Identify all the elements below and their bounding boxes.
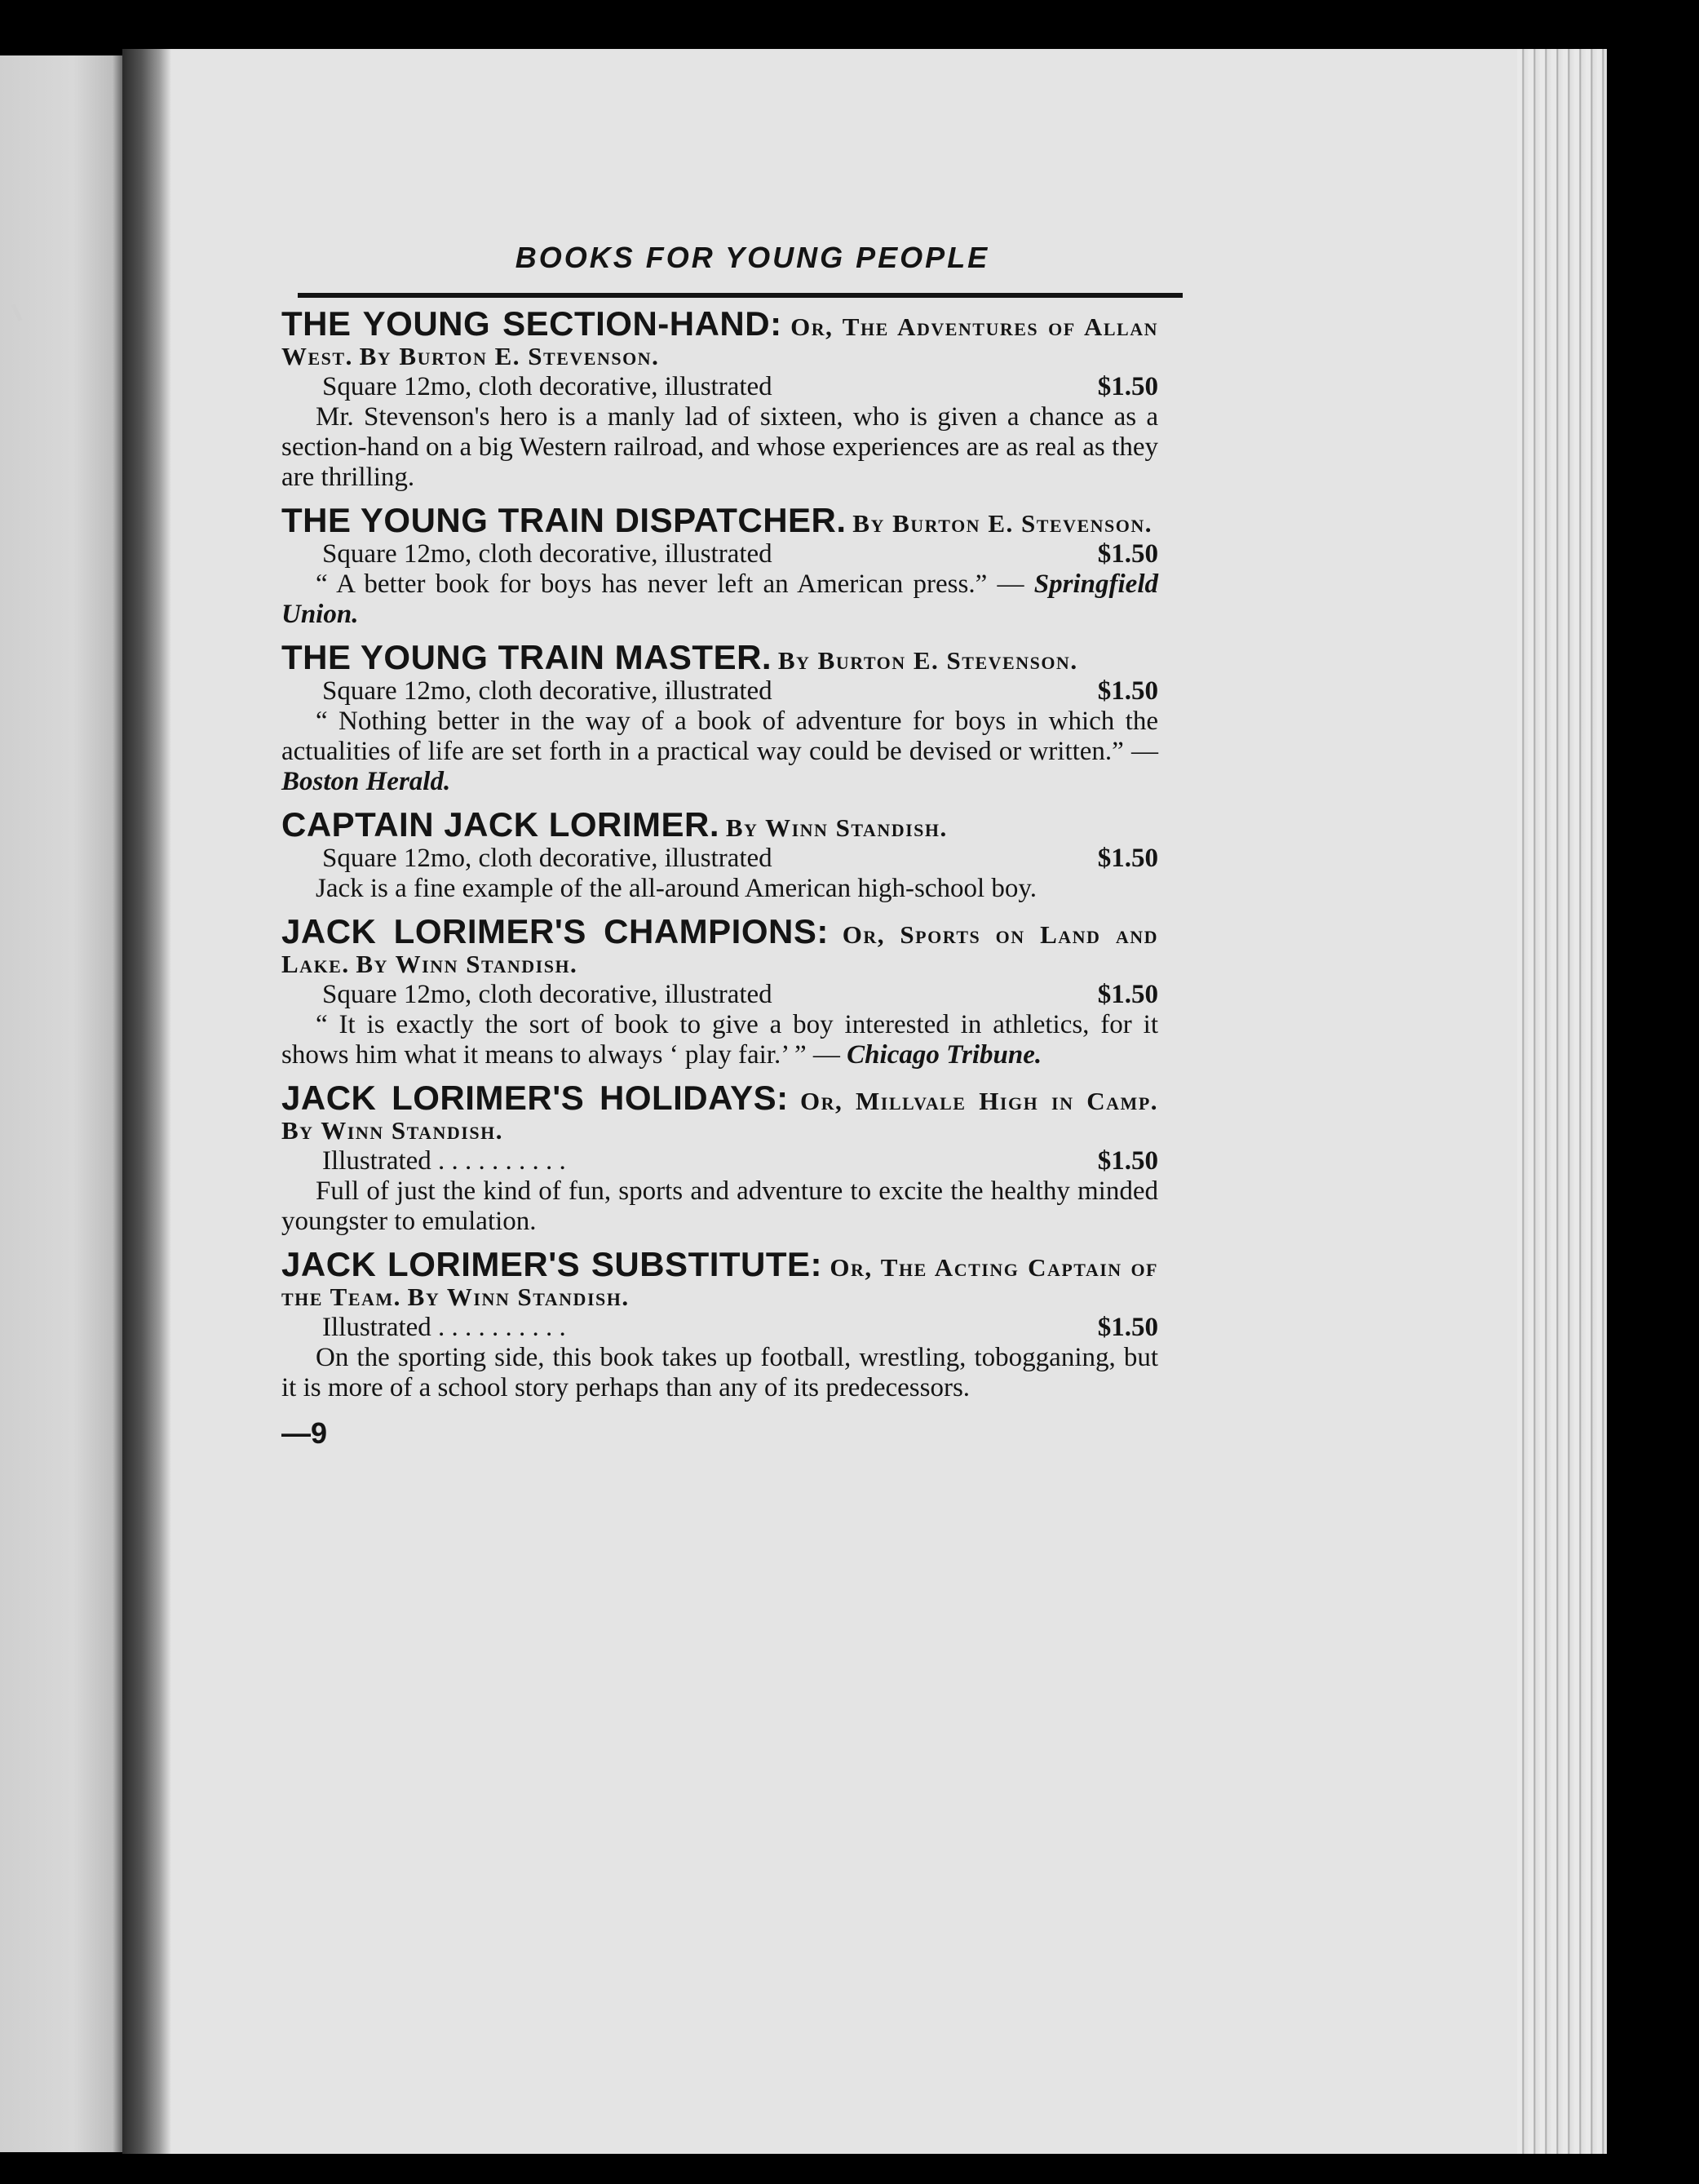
page-number: —9 (281, 1416, 328, 1450)
format-text: Square 12mo, cloth decorative, illustrated (322, 844, 772, 873)
book-title: JACK LORIMER'S CHAMPIONS: (281, 912, 829, 950)
book-title: CAPTAIN JACK LORIMER. (281, 805, 720, 844)
entry-heading (281, 805, 1158, 844)
book-entry (281, 912, 1158, 1070)
book-description (281, 1010, 1158, 1070)
book-author: By Winn Standish. (725, 813, 948, 842)
book-author: By Burton E. Stevenson. (359, 342, 660, 370)
book-format (281, 979, 1158, 1010)
book-description (281, 569, 1158, 630)
entry-heading (281, 638, 1158, 676)
description-text: On the sporting side, this book takes up football, wrestling, tobogganing, but it is more of a school story perhaps than any of its predecessors. (281, 1343, 1158, 1402)
book-gutter (122, 49, 171, 2154)
book-price: $1.50 (1097, 539, 1158, 569)
book-format (281, 1145, 1158, 1176)
book-price: $1.50 (1097, 844, 1158, 873)
book-entry (281, 501, 1158, 630)
book-description (281, 1176, 1158, 1237)
book-subtitle: Or, The Acting Captain of the Team. (281, 1253, 1158, 1311)
format-text: Square 12mo, cloth decorative, illustrated (322, 372, 772, 401)
book-format (281, 371, 1158, 402)
book-title: THE YOUNG TRAIN DISPATCHER. (281, 501, 847, 539)
book-entry (281, 1245, 1158, 1403)
book-subtitle: Or, Sports on Land and Lake. (281, 920, 1158, 978)
book-price: $1.50 (1097, 980, 1158, 1009)
book-description (281, 874, 1158, 904)
book-description (281, 707, 1158, 797)
description-text: Mr. Stevenson's hero is a manly lad of sixteen, who is given a chance as a section-hand on a big Western railroad, and whose experiences are as real as they are thrilling. (281, 402, 1158, 492)
description-text: “ Nothing better in the way of a book of adventure for boys in which the actualities of life are set forth in a practical way could be devised or written.” — (281, 707, 1158, 766)
book-title: THE YOUNG SECTION-HAND: (281, 304, 782, 343)
header-rule (298, 293, 1183, 298)
book-title: THE YOUNG TRAIN MASTER. (281, 638, 772, 676)
book-author: By Winn Standish. (281, 1116, 503, 1145)
format-text: Square 12mo, cloth decorative, illustrated (322, 539, 772, 569)
entry-heading (281, 304, 1159, 371)
book-entry (281, 805, 1158, 904)
book-author: By Burton E. Stevenson. (852, 509, 1153, 538)
book-format (281, 1312, 1158, 1343)
book-author: By Winn Standish. (407, 1282, 630, 1311)
description-text: “ A better book for boys has never left an American press.” — (316, 569, 1024, 599)
entry-heading (281, 501, 1158, 539)
book-price: $1.50 (1097, 1313, 1158, 1342)
entry-heading (281, 912, 1158, 979)
book-subtitle: Or, Millvale High in Camp. (799, 1087, 1159, 1115)
format-text: Square 12mo, cloth decorative, illustrated (322, 980, 772, 1009)
book-price: $1.50 (1097, 372, 1158, 401)
book-list (281, 304, 1159, 1403)
book-entry (281, 638, 1158, 797)
page-content (281, 241, 1158, 1451)
book-entry (281, 304, 1159, 493)
book-price: $1.50 (1097, 1146, 1158, 1176)
book-format (281, 676, 1158, 707)
entry-heading (281, 1245, 1158, 1312)
quote-source: Springfield Union. (281, 569, 1158, 629)
quote-source: Boston Herald. (281, 767, 451, 796)
book-author: By Burton E. Stevenson. (777, 646, 1078, 675)
book-format (281, 843, 1158, 874)
description-text: “ It is exactly the sort of book to give a boy interested in athletics, for it shows him what it means to always ‘ play fair.’ ” — (281, 1010, 1158, 1070)
entry-heading (281, 1079, 1159, 1145)
format-text: Square 12mo, cloth decorative, illustrated (322, 676, 772, 706)
page-stack-edges (1517, 49, 1607, 2154)
adjacent-page-edge (0, 55, 122, 2152)
book-title: JACK LORIMER'S HOLIDAYS: (281, 1079, 789, 1117)
book-format (281, 538, 1158, 569)
book-description (281, 402, 1158, 493)
quote-source: Chicago Tribune. (847, 1040, 1042, 1070)
book-price: $1.50 (1097, 676, 1158, 706)
book-author: By Winn Standish. (356, 950, 578, 978)
book-entry (281, 1079, 1159, 1237)
running-head: BOOKS FOR YOUNG PEOPLE (515, 241, 990, 274)
description-text: Full of just the kind of fun, sports and adventure to excite the healthy minded youngster to emulation. (281, 1176, 1158, 1236)
description-text: Jack is a fine example of the all-around American high-school boy. (316, 874, 1037, 903)
book-title: JACK LORIMER'S SUBSTITUTE: (281, 1245, 823, 1283)
format-text: Illustrated . . . . . . . . . . (322, 1146, 566, 1176)
book-description (281, 1343, 1158, 1403)
book-subtitle: Or, The Adventures of Allan West. (281, 312, 1159, 370)
format-text: Illustrated . . . . . . . . . . (322, 1313, 566, 1342)
